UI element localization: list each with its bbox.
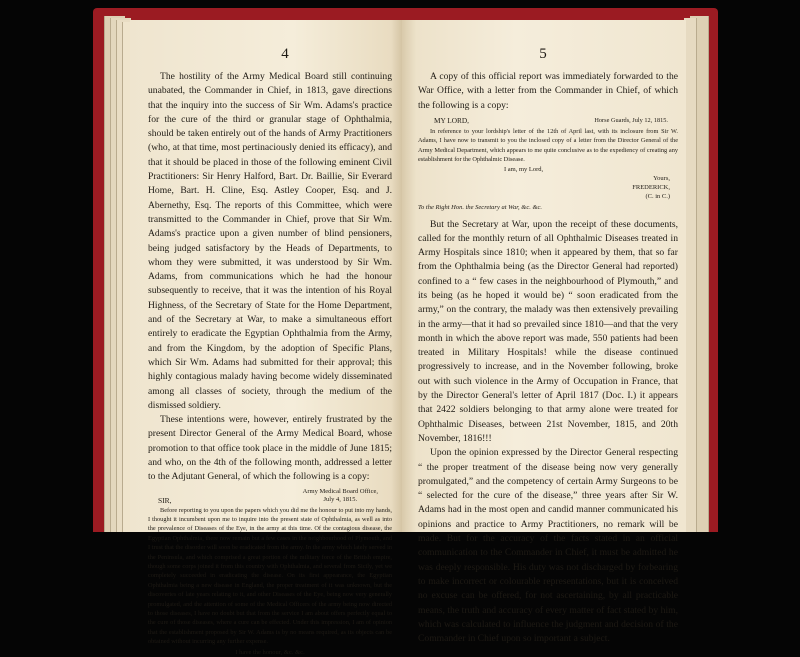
letter-heading — [418, 115, 678, 127]
letter-salutation: SIR, — [158, 495, 172, 505]
letter-date: July 4, 1815. — [323, 495, 358, 503]
body-paragraph: The hostility of the Army Medical Board still continuing unabated, the Commander in Chief, in 1813, gave directions that the inquiry into the success of Sir Wm. Adams's practice for the cure of the third or granular stage of Ophthalmia, should be taken entirely out of the hands of Army Practitioners (who, at that time, most pertinaciously denied its efficacy), and that it should be placed in those of the following eminent Civil Practitioners: Sir Henry Halford, Bart. Dr. Baillie, Sir Everard Home, Bart. H. Cline, Esq. Astley Cooper, Esq. and J. Abernethy, Esq. The reports of this Committee, which were transmitted to the Commander in Chief, prove that Sir Wm. Adams's practice upon a given number of blind pensioners, being judged satisfactory by the Heads of Departments, to whom they were submitted, it was understood by Sir Wm. Adams, from communications which he had the honour subsequently to receive, that it was the intention of his Royal Highness, of the Secretary of State for the Home Department, and of the Secretary at War, to make a simultaneous effort entirely to eradicate the Egyptian Ophthalmia from the Army, and from the Kingdom, by the adoption of Specific Plans, which Sir Wm. Adams had submitted for their approval; this highly contagious malady having become widely disseminated among all classes of society, through the medium of the dismissed soldiery. — [148, 71, 392, 411]
letter-addressee: To the Right Hon. the Secretary at War, &c. &c. — [418, 203, 543, 211]
body-paragraph: Upon the opinion expressed by the Director General respecting “ the proper treatment of the disease being now very generally promulgated,” and the competency of certain Army Surgeons to be “ selected for the cure of the disease,” three years after Sir W. Adams had in the most open and candid manner communicated his opinions and practice to Army Practitioners, no remark will be made. But for the accuracy of the facts stated in an official communication to the Commander in Chief, it must be admitted he was deeply responsible. His duty was not discharged by forbearing to make incorrect or colourable representations, but it is conceived no excuse can be offered, for not ascertaining, by all practicable means, the truth and accuracy of every matter of fact stated by him, which was calculated to influence the judgment and decision of the Commander in Chief upon so important a subject. — [418, 447, 678, 645]
body-paragraph: These intentions were, however, entirely frustrated by the present Director General of the Army Medical Board, whose promotion to that office took place in the middle of June 1815; and who, on the 4th of the following month, addressed a letter to the Adjutant General, of which the following is a copy: — [148, 414, 392, 483]
body-paragraph: But the Secretary at War, upon the receipt of these documents, called for the monthly return of all Ophthalmic Diseases treated in Army Hospitals since 1810; when it appeared by them, that so far from the Ophthalmia being (as the Director General had reported) confined to a “ few cases in the neighbourhood of Plymouth,” and its being (as he hoped it would be) “ soon eradicated from the army,” on the contrary, the malady was then extensively prevailing in the army—that it had so prevailed since 1810—and that the very month in which the above report was made, 550 patients had been treated in Military Hospitals! while the disease continued progressively to increase, and in the November following, broke out with such violence in the Army of Occupation in France, that by the Director General's letter of April 1817 (Doc. I.) it appears that 2422 soldiers belonging to that army alone were treated for Ophthalmic Diseases, between 21st November, 1815, and 20th November, 1816!!! — [418, 218, 678, 444]
letter-body: In reference to your lordship's letter of the 12th of April last, with its inclosure from Sir W. Adams, I have now to transmit to you the inclosed copy of a letter from the Director General of the Army Medical Department, which appears to me quite conclusive as to the expediency of creating any establishment for the Ophthalmic Disease. — [418, 127, 678, 164]
letter-date: Horse Guards, July 12, 1815. — [594, 116, 668, 124]
left-page — [130, 20, 402, 656]
body-paragraph: A copy of this official report was immediately forwarded to the War Office, with a letter from the Commander in Chief, of which the following is a copy: — [418, 71, 678, 111]
page-number: 5 — [539, 46, 547, 62]
letter-closing: I have the honour, &c. &c. — [235, 648, 305, 656]
right-page — [402, 20, 686, 645]
letter-yours: Yours, — [653, 174, 670, 182]
letter-heading — [148, 488, 392, 506]
page-number: 4 — [281, 46, 289, 62]
letter-body: Before reporting to you upon the papers which you did me the honour to put into my hands, I thought it incumbent upon me to inquire into the present state of Ophthalmia, as well as into the prevalence of Diseases of the Eye, in the army at this time. Of the contagious disease, the Egyptian Ophthalmia, there now remain but a few cases in the neighbourhood of Plymouth, and I trust that the disorder will soon be eradicated from the army. In the army which lately served in the Peninsula, and which comprised a great portion of the military force of the British empire, though some corps joined it from this country with Ophthalmia, and several from Sicily, yet we completely succeeded in eradicating the disease. On its first appearance, the Egyptian Ophthalmia being a new disease in England, the proper treatment of it was unknown, but the discoveries of late years relating to it, and other Diseases of the Eye, being now very generally promulgated, and the attention of some of the Medical Officers of the army being now directed to those diseases, I have no doubt but that from the service I am about offers perfectly equal to the cure of those diseases, where a cure can be effected. Under this impression, I am of opinion that the establishment proposed by Sir W. Adams is by no means required, as its objects can be obtained without incurring any further expense. — [148, 506, 392, 646]
letter-signature: FREDERICK, — [632, 183, 670, 191]
letter-address — [303, 488, 378, 504]
letter-office: Army Medical Board Office, — [302, 487, 378, 495]
letter-rank: (C. in C.) — [645, 192, 670, 200]
letter-sign-off: I am, my Lord, — [504, 165, 544, 173]
letter-salutation: MY LORD, — [434, 115, 469, 125]
